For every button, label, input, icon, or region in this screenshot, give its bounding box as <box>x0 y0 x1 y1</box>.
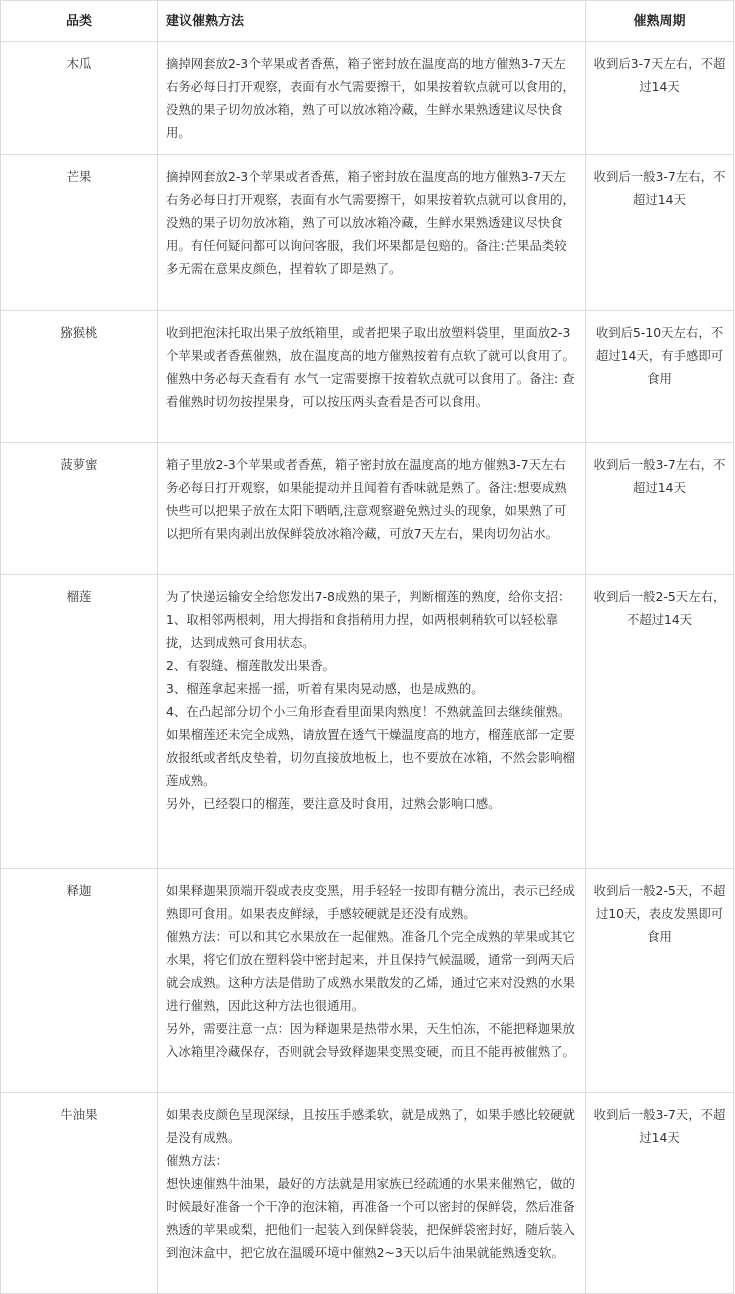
method-paragraph: 如果释迦果顶端开裂或表皮变黑，用手轻轻一按即有糖分流出，表示已经成熟即可食用。如果表皮鲜绿，手感较硬就是还没有成熟。 <box>166 883 575 921</box>
ripening-period: 收到后3-7天左右，不超过14天 <box>586 42 734 155</box>
method-paragraph: 4、在凸起部分切个小三角形查看里面果肉熟度！不熟就盖回去继续催熟。 <box>166 704 571 719</box>
fruit-name: 猕猴桃 <box>1 311 158 443</box>
method-paragraph: 想快速催熟牛油果，最好的方法就是用家族已经疏通的水果来催熟它，做的时候最好准备一个干净的泡沫箱，再准备一个可以密封的保鲜袋，然后准备熟透的苹果或梨，把他们一起装入到保鲜袋装，把保鲜袋密封好，随后装入到泡沫盒中，把它放在温暖环境中催熟2~3天以后牛油果就能熟透变软。 <box>166 1176 575 1260</box>
ripening-method <box>158 443 586 575</box>
ripening-period: 收到后一般3-7天，不超过14天 <box>586 1093 734 1294</box>
ripening-period: 收到后一般3-7左右，不超过14天 <box>586 155 734 311</box>
ripening-method <box>158 155 586 311</box>
method-paragraph: 为了快递运输安全给您发出7-8成熟的果子，判断榴莲的熟度，给你支招： <box>166 589 571 604</box>
table-row <box>1 42 734 155</box>
table-row <box>1 869 734 1093</box>
fruit-name: 木瓜 <box>1 42 158 155</box>
method-paragraph: 1、取相邻两根刺，用大拇指和食指稍用力捏，如两根刺稍软可以轻松靠拢，达到成熟可食用状态。 <box>166 612 558 650</box>
table-row <box>1 311 734 443</box>
ripening-method <box>158 1093 586 1294</box>
method-paragraph: 收到把泡沫托取出果子放纸箱里，或者把果子取出放塑料袋里，里面放2-3个苹果或者香蕉催熟，放在温度高的地方催熟按着有点软了就可以食用了。催熟中务必每天查看有 水气一定需要擦干按着软点就可以食用了。备注: 查看催熟时切勿按捏果身，可以按压两头查看是否可以食用。 <box>166 325 575 409</box>
ripening-period: 收到后5-10天左右，不超过14天，有手感即可食用 <box>586 311 734 443</box>
method-paragraph: 催熟方法： <box>166 1153 228 1168</box>
method-paragraph: 另外，已经裂口的榴莲，要注意及时食用，过熟会影响口感。 <box>166 796 501 811</box>
ripening-method <box>158 311 586 443</box>
method-paragraph: 如果榴莲还未完全成熟，请放置在透气干燥温度高的地方，榴莲底部一定要放报纸或者纸皮垫着，切勿直接放地板上，也不要放在冰箱，不然会影响榴莲成熟。 <box>166 727 575 788</box>
method-paragraph: 箱子里放2-3个苹果或者香蕉，箱子密封放在温度高的地方催熟3-7天左右务必每日打开观察，如果能提动并且闻着有香味就是熟了。备注:想要成熟快些可以把果子放在太阳下晒晒,注意观察避免熟过头的现象，如果熟了可以把所有果肉剥出放保鲜袋放冰箱冷藏，可放7天左右，果肉切勿沾水。 <box>166 457 567 541</box>
header-method: 建议催熟方法 <box>158 1 586 42</box>
ripening-method <box>158 575 586 869</box>
table-row <box>1 1093 734 1294</box>
method-paragraph: 另外，需要注意一点：因为释迦果是热带水果，天生怕冻，不能把释迦果放入冰箱里冷藏保存，否则就会导致释迦果变黑变硬，而且不能再被催熟了。 <box>166 1021 575 1059</box>
method-paragraph: 摘掉网套放2-3个苹果或者香蕉，箱子密封放在温度高的地方催熟3-7天左右务必每日打开观察，表面有水气需要擦干，如果按着软点就可以食用的，没熟的果子切勿放冰箱，熟了可以放冰箱冷藏，生鲜水果熟透建议尽快食用。有任何疑问都可以询问客服，我们坏果都是包赔的。备注:芒果品类较多无需在意果皮颜色，捏着软了即是熟了。 <box>166 169 575 276</box>
table-row <box>1 443 734 575</box>
fruit-name: 榴莲 <box>1 575 158 869</box>
table-header-row <box>1 1 734 42</box>
ripening-period: 收到后一般2-5天左右，不超过14天 <box>586 575 734 869</box>
ripening-method <box>158 869 586 1093</box>
method-paragraph: 摘掉网套放2-3个苹果或者香蕉，箱子密封放在温度高的地方催熟3-7天左右务必每日打开观察，表面有水气需要擦干，如果按着软点就可以食用的，没熟的果子切勿放冰箱，熟了可以放冰箱冷藏，生鲜水果熟透建议尽快食用。 <box>166 56 575 140</box>
fruit-name: 芒果 <box>1 155 158 311</box>
ripening-period: 收到后一般2-5天，不超过10天，表皮发黑即可食用 <box>586 869 734 1093</box>
header-category: 品类 <box>1 1 158 42</box>
method-paragraph: 3、榴莲拿起来摇一摇，听着有果肉晃动感，也是成熟的。 <box>166 681 484 696</box>
header-period: 催熟周期 <box>586 1 734 42</box>
table-row <box>1 575 734 869</box>
method-paragraph: 2、有裂缝、榴莲散发出果香。 <box>166 658 335 673</box>
ripening-period: 收到后一般3-7左右，不超过14天 <box>586 443 734 575</box>
fruit-name: 牛油果 <box>1 1093 158 1294</box>
method-paragraph: 如果表皮颜色呈现深绿，且按压手感柔软，就是成熟了，如果手感比较硬就是没有成熟。 <box>166 1107 575 1145</box>
table-row <box>1 155 734 311</box>
fruit-name: 释迦 <box>1 869 158 1093</box>
ripening-method <box>158 42 586 155</box>
fruit-name: 菠萝蜜 <box>1 443 158 575</box>
method-paragraph: 催熟方法：可以和其它水果放在一起催熟。准备几个完全成熟的苹果或其它水果，将它们放在塑料袋中密封起来，并且保持气候温暖，通常一到两天后就会成熟。这种方法是借助了成熟水果散发的乙烯，通过它来对没熟的水果进行催熟，因此这种方法也很通用。 <box>166 929 575 1013</box>
